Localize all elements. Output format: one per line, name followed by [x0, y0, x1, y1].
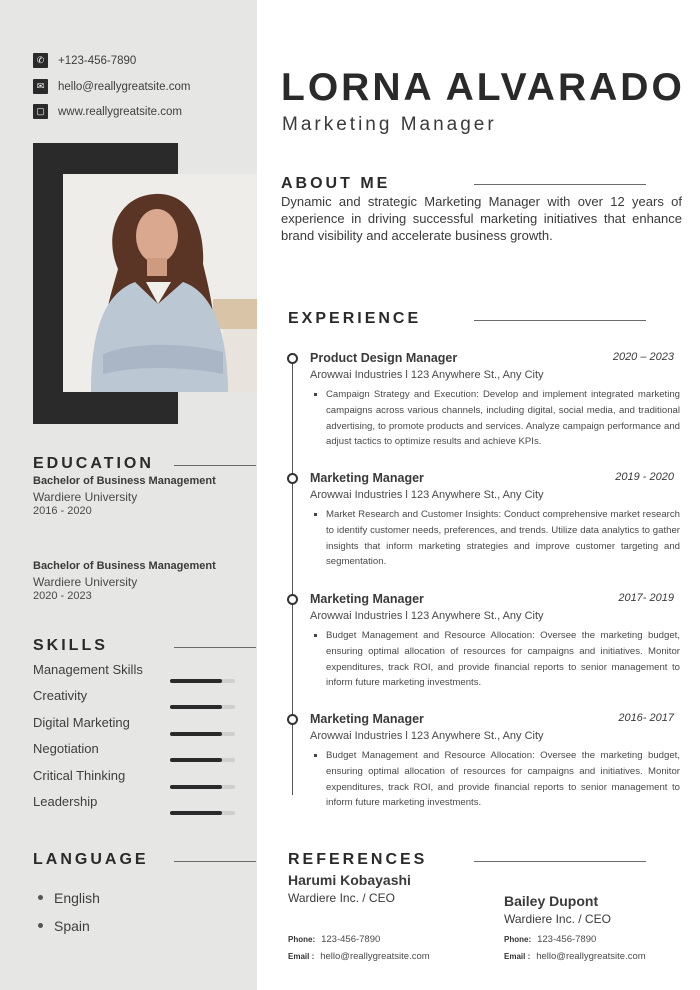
job-title: Product Design Manager — [310, 351, 458, 365]
phone-label: Phone: — [504, 935, 532, 944]
email-text[interactable]: hello@reallygreatsite.com — [58, 80, 191, 93]
job-description-text: Budget Management and Resource Allocation: Oversee the marketing budget, ensuring optimal allocation of resources for campaigns and initiatives. Monitor expenditures, track ROI, and provide financial reports to senior management to inform future marketing investments. — [326, 750, 680, 809]
skill-bar-fill — [170, 732, 222, 736]
skill-bar-fill — [170, 811, 222, 815]
language-rule — [174, 861, 256, 862]
job-date: 2020 – 2023 — [612, 351, 674, 363]
job-description-text: Budget Management and Resource Allocation: Oversee the marketing budget, ensuring optimal allocation of resources for campaigns and initiatives. Monitor expenditures, track ROI, and provide financial reports to senior management to inform future marketing investments. — [326, 630, 680, 689]
references-title: REFERENCES — [288, 851, 428, 868]
education-degree-2: Bachelor of Business Management — [33, 560, 216, 572]
education-degree-1: Bachelor of Business Management — [33, 475, 216, 487]
timeline-node — [287, 353, 298, 364]
bullet-icon — [38, 923, 43, 928]
skill-bar — [170, 811, 235, 815]
bullet-icon — [314, 393, 317, 396]
experience-rule — [474, 320, 646, 321]
job-title: Marketing Manager — [310, 592, 424, 606]
job-company: Arowwai Industries l 123 Anywhere St., Any City — [310, 369, 544, 381]
reference-email[interactable] — [288, 951, 430, 962]
experience-title: EXPERIENCE — [288, 310, 422, 327]
skill-bar — [170, 705, 235, 709]
job-description-text: Campaign Strategy and Execution: Develop and implement integrated marketing campaigns across various channels, including digital, social media, and traditional advertising, to promote products and services. Analyze campaign performance and adjust tactics to optimize results and achieve KPIs. — [326, 389, 680, 448]
reference-name: Harumi Kobayashi — [288, 872, 411, 888]
language-title: LANGUAGE — [33, 851, 149, 868]
skill-label: Management Skills — [33, 662, 143, 677]
timeline-node — [287, 594, 298, 605]
about-text: Dynamic and strategic Marketing Manager with over 12 years of experience in driving successful marketing initiatives that enhance brand visibility and accelerate business growth. — [281, 194, 682, 243]
job-description — [326, 507, 680, 570]
skill-bar-fill — [170, 758, 222, 762]
job-company: Arowwai Industries l 123 Anywhere St., Any City — [310, 610, 544, 622]
timeline-node — [287, 714, 298, 725]
contact-email[interactable] — [33, 79, 190, 94]
skill-label: Negotiation — [33, 741, 99, 756]
phone-label: Phone: — [288, 935, 316, 944]
reference-phone-value: 123-456-7890 — [321, 934, 381, 945]
phone-icon: ✆ — [33, 53, 48, 68]
about-rule — [474, 184, 646, 185]
person-role: Marketing Manager — [282, 114, 497, 135]
person-name: LORNA ALVARADO — [281, 66, 685, 109]
website-text[interactable]: www.reallygreatsite.com — [58, 105, 182, 118]
monitor-icon: ▢ — [33, 104, 48, 119]
skill-bar — [170, 758, 235, 762]
skill-bar-fill — [170, 679, 222, 683]
skill-bar — [170, 679, 235, 683]
job-description — [326, 748, 680, 811]
phone-text: +123-456-7890 — [58, 54, 137, 67]
bullet-icon — [314, 754, 317, 757]
skill-bar — [170, 785, 235, 789]
contact-website[interactable] — [33, 104, 182, 119]
education-years-2: 2020 - 2023 — [33, 590, 92, 602]
reference-company: Wardiere Inc. / CEO — [288, 891, 395, 905]
email-label: Email : — [504, 952, 531, 961]
reference-phone-value: 123-456-7890 — [537, 934, 597, 945]
timeline-node — [287, 473, 298, 484]
job-title: Marketing Manager — [310, 471, 424, 485]
bullet-icon — [314, 634, 317, 637]
skill-label: Critical Thinking — [33, 768, 126, 783]
contact-phone — [33, 53, 136, 68]
job-date: 2016- 2017 — [618, 712, 674, 724]
reference-phone — [288, 934, 380, 945]
job-description — [326, 628, 680, 691]
bullet-icon — [314, 513, 317, 516]
language-label: Spain — [54, 918, 90, 934]
skill-label: Leadership — [33, 794, 98, 809]
reference-name: Bailey Dupont — [504, 893, 599, 909]
skills-rule — [174, 647, 256, 648]
job-date: 2019 - 2020 — [615, 471, 674, 483]
about-title: ABOUT ME — [281, 175, 391, 192]
job-company: Arowwai Industries l 123 Anywhere St., Any City — [310, 730, 544, 742]
bullet-icon — [38, 895, 43, 900]
education-years-1: 2016 - 2020 — [33, 505, 92, 517]
job-description-text: Market Research and Customer Insights: Conduct comprehensive market research to identify customer needs, preferences, and trends. Utilize data analytics to gather insights that inform marketing strategies and improve customer targeting and segmentation. — [326, 509, 680, 568]
skill-label: Creativity — [33, 688, 88, 703]
job-date: 2017- 2019 — [618, 592, 674, 604]
language-label: English — [54, 890, 100, 906]
reference-email-value[interactable]: hello@reallygreatsite.com — [320, 951, 430, 962]
skill-label: Digital Marketing — [33, 715, 130, 730]
reference-email[interactable] — [504, 951, 646, 962]
education-school-2: Wardiere University — [33, 575, 138, 589]
reference-phone — [504, 934, 596, 945]
skill-bar-fill — [170, 705, 222, 709]
job-title: Marketing Manager — [310, 712, 424, 726]
reference-company: Wardiere Inc. / CEO — [504, 912, 611, 926]
job-company: Arowwai Industries l 123 Anywhere St., Any City — [310, 489, 544, 501]
job-description — [326, 387, 680, 450]
timeline-line — [292, 359, 293, 795]
education-school-1: Wardiere University — [33, 490, 138, 504]
profile-photo — [63, 174, 257, 392]
skills-title: SKILLS — [33, 637, 108, 654]
envelope-icon: ✉ — [33, 79, 48, 94]
education-rule — [174, 465, 256, 466]
skill-bar — [170, 732, 235, 736]
references-rule — [474, 861, 646, 862]
skill-bar-fill — [170, 785, 222, 789]
reference-email-value[interactable]: hello@reallygreatsite.com — [536, 951, 646, 962]
email-label: Email : — [288, 952, 315, 961]
language-item — [38, 918, 90, 934]
education-title: EDUCATION — [33, 455, 154, 472]
language-item — [38, 890, 100, 906]
